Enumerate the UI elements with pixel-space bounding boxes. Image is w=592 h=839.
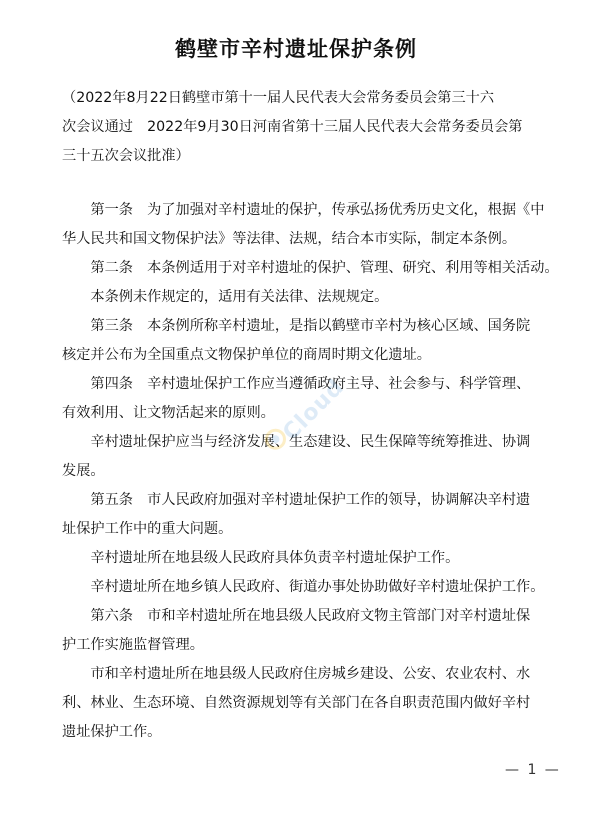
paragraph-line: 辛村遗址所在地县级人民政府具体负责辛村遗址保护工作。: [62, 550, 460, 566]
paragraph: [62, 196, 554, 254]
page-number: — 1 —: [505, 762, 561, 778]
note-line: 次会议通过 2022年9月30日河南省第十三届人民代表大会常务委员会第: [62, 119, 523, 135]
paragraph: [62, 573, 554, 602]
paragraph-line: 第三条 本条例所称辛村遗址，是指以鹤壁市辛村为核心区域、国务院: [62, 318, 531, 334]
paragraph-line: 市和辛村遗址所在地县级人民政府住房城乡建设、公安、农业农村、水: [62, 666, 531, 682]
paragraph: [62, 544, 554, 573]
paragraph-line: 辛村遗址保护应当与经济发展、生态建设、民生保障等统筹推进、协调: [62, 434, 531, 450]
paragraph: [62, 602, 554, 660]
note-line: 三十五次会议批准）: [62, 148, 190, 164]
paragraph-line: 本条例未作规定的，适用有关法律、法规规定。: [62, 289, 389, 305]
paragraph-line: 利、林业、生态环境、自然资源规划等有关部门在各自职责范围内做好辛村: [62, 695, 531, 711]
paragraph-line: 核定并公布为全国重点文物保护单位的商周时期文化遗址。: [62, 347, 431, 363]
paragraph: [62, 428, 554, 486]
paragraph: [62, 660, 554, 747]
paragraph-line: 遗址保护工作。: [62, 724, 162, 740]
paragraph: [62, 254, 559, 283]
paragraph-line: 护工作实施监督管理。: [62, 637, 204, 653]
paragraph-line: 第一条 为了加强对辛村遗址的保护，传承弘扬优秀历史文化，根据《中: [62, 202, 545, 218]
paragraph: [62, 370, 554, 428]
paragraph-line: 址保护工作中的重大问题。: [62, 521, 233, 537]
document-body: [62, 196, 559, 747]
document-title: 鹤壁市辛村遗址保护条例: [175, 37, 417, 61]
paragraph: [62, 312, 554, 370]
paragraph-line: 第六条 市和辛村遗址所在地县级人民政府文物主管部门对辛村遗址保: [62, 608, 531, 624]
watermark-text: Cloud: [278, 374, 350, 446]
paragraph-line: 第四条 辛村遗址保护工作应当遵循政府主导、社会参与、科学管理、: [62, 376, 531, 392]
adoption-note: [62, 84, 554, 171]
paragraph: [62, 283, 554, 312]
paragraph-line: 华人民共和国文物保护法》等法律、法规，结合本市实际，制定本条例。: [62, 231, 517, 247]
paragraph-line: 第五条 市人民政府加强对辛村遗址保护工作的领导，协调解决辛村遗: [62, 492, 531, 508]
paragraph-line: 第二条 本条例适用于对辛村遗址的保护、管理、研究、利用等相关活动。: [62, 260, 559, 276]
note-line: （2022年8月22日鹤壁市第十一届人民代表大会常务委员会第三十六: [62, 90, 495, 106]
paragraph-line: 有效利用、让文物活起来的原则。: [62, 405, 275, 421]
paragraph: [62, 486, 554, 544]
paragraph-line: 辛村遗址所在地乡镇人民政府、街道办事处协助做好辛村遗址保护工作。: [62, 579, 545, 595]
paragraph-line: 发展。: [62, 463, 105, 479]
